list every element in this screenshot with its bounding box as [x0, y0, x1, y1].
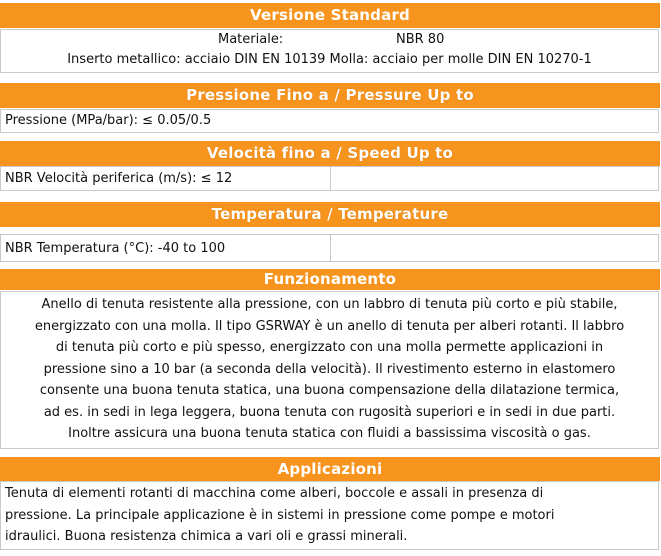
pressure-value: Pressione (MPa/bar): ≤ 0.05/0.5: [5, 113, 212, 128]
applications-line: pressione. La principale applicazione è in sistemi in pressione come pompe e motori: [5, 507, 555, 523]
function-text: [0, 291, 659, 449]
speed-value: NBR Velocità periferica (m/s): ≤ 12: [5, 171, 233, 186]
section-header-function: Funzionamento: [0, 268, 660, 291]
section-header-temperature: Temperatura / Temperature: [0, 201, 660, 228]
temperature-row: [0, 234, 659, 262]
function-line: consente una buona tenuta statica, una buona compensazione della dilatazione termica,: [39, 383, 620, 398]
standard-row: [0, 29, 659, 73]
function-line: Anello di tenuta resistente alla pressione, con un labbro di tenuta più corto e più stabile,: [41, 297, 618, 312]
pressure-row: [0, 109, 659, 133]
section-header-applications: Applicazioni: [0, 456, 660, 482]
section-header-pressure: Pressione Fino a / Pressure Up to: [0, 82, 660, 109]
function-line: Inoltre assicura una buona tenuta statica con fluidi a bassissima viscosità o gas.: [68, 426, 591, 441]
function-line: di tenuta più corto e più spesso, energizzato con una molla permette applicazioni in: [55, 340, 604, 355]
function-line: ad es. in sedi in lega leggera, buona tenuta con rugosità superiori e in sedi in due parti.: [43, 404, 616, 420]
section-header-standard: Versione Standard: [0, 2, 660, 29]
applications-line: idraulici. Buona resistenza chimica a vari oli e grassi minerali.: [5, 529, 408, 544]
function-line: pressione sino a 10 bar (a seconda della velocità). Il rivestimento esterno in elastomero: [43, 361, 616, 377]
insert-line: Inserto metallico: acciaio DIN EN 10139 Molla: acciaio per molle DIN EN 10270-1: [67, 52, 592, 67]
speed-divider: [330, 167, 331, 190]
section-header-speed: Velocità fino a / Speed Up to: [0, 140, 660, 167]
temperature-divider: [330, 235, 331, 261]
applications-text: [0, 481, 659, 550]
material-line: [1, 32, 658, 52]
function-line: energizzato con una molla. Il tipo GSRWAY è un anello di tenuta per alberi rotanti. Il labbro: [34, 318, 625, 334]
temperature-value: NBR Temperatura (°C): -40 to 100: [5, 241, 226, 256]
applications-line: Tenuta di elementi rotanti di macchina come alberi, boccole e assali in presenza di: [5, 486, 544, 501]
material-value: NBR 80: [396, 32, 445, 47]
material-label: Materiale:: [218, 32, 284, 47]
speed-row: [0, 166, 659, 191]
